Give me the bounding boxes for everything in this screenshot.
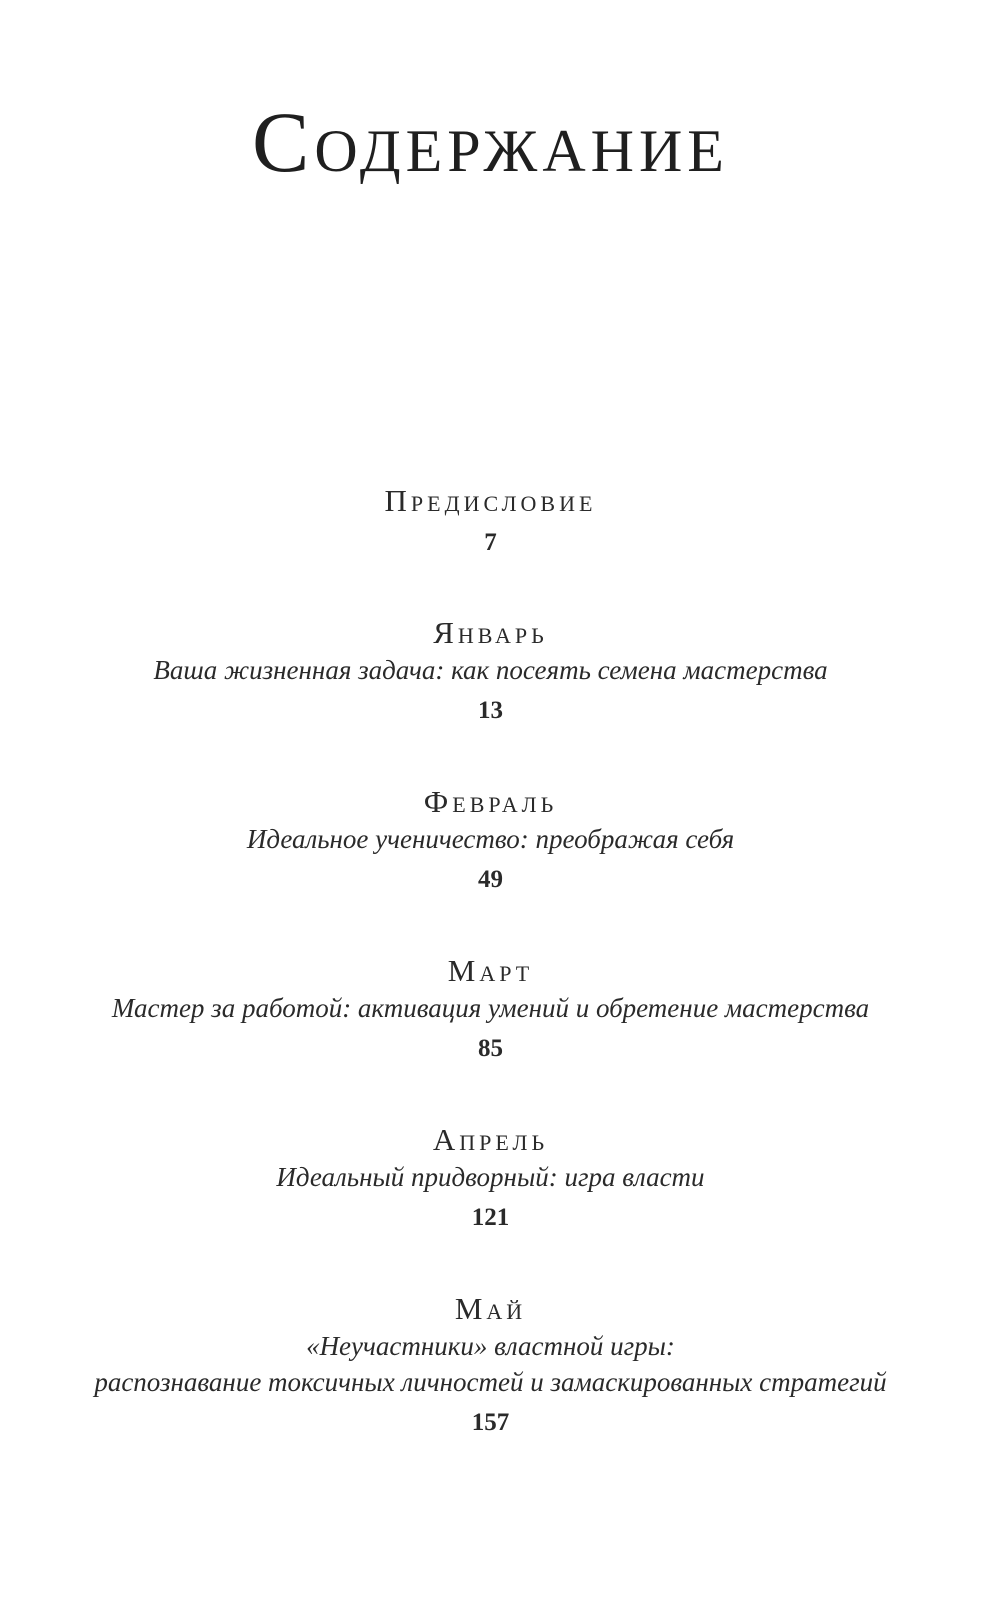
chapter-title: Январь: [433, 615, 548, 650]
chapter-subtitle: Идеальное ученичество: преображая себя: [246, 824, 735, 854]
chapter-title: Май: [454, 1291, 527, 1326]
toc-entry-april: [0, 1121, 981, 1235]
toc-entry-may: [0, 1290, 981, 1440]
page-title: Содержание: [252, 94, 729, 190]
chapter-title: Апрель: [432, 1122, 549, 1157]
page-number: 49: [478, 866, 503, 893]
chapter-title: Предисловие: [384, 483, 597, 518]
toc-entry-january: [0, 614, 981, 728]
chapter-subtitle-line-1: «Неучастники» властной игры:: [306, 1331, 675, 1361]
page-number: 7: [484, 529, 497, 556]
toc-entry-preface: [0, 482, 981, 560]
chapter-subtitle-line-2: распознавание токсичных личностей и замаскированных стратегий: [94, 1367, 887, 1397]
page-number: 85: [478, 1035, 503, 1062]
chapter-subtitle: Идеальный придворный: игра власти: [276, 1162, 705, 1192]
chapter-title: Март: [447, 953, 534, 988]
chapter-subtitle: Ваша жизненная задача: как посеять семена мастерства: [153, 655, 828, 685]
toc-entry-february: [0, 783, 981, 897]
chapter-subtitle: Мастер за работой: активация умений и обретение мастерства: [111, 993, 870, 1023]
page-number: 157: [471, 1409, 510, 1436]
page-number: 121: [471, 1204, 510, 1231]
toc-entry-march: [0, 952, 981, 1066]
chapter-title: Февраль: [423, 784, 558, 819]
page-number: 13: [478, 697, 503, 724]
